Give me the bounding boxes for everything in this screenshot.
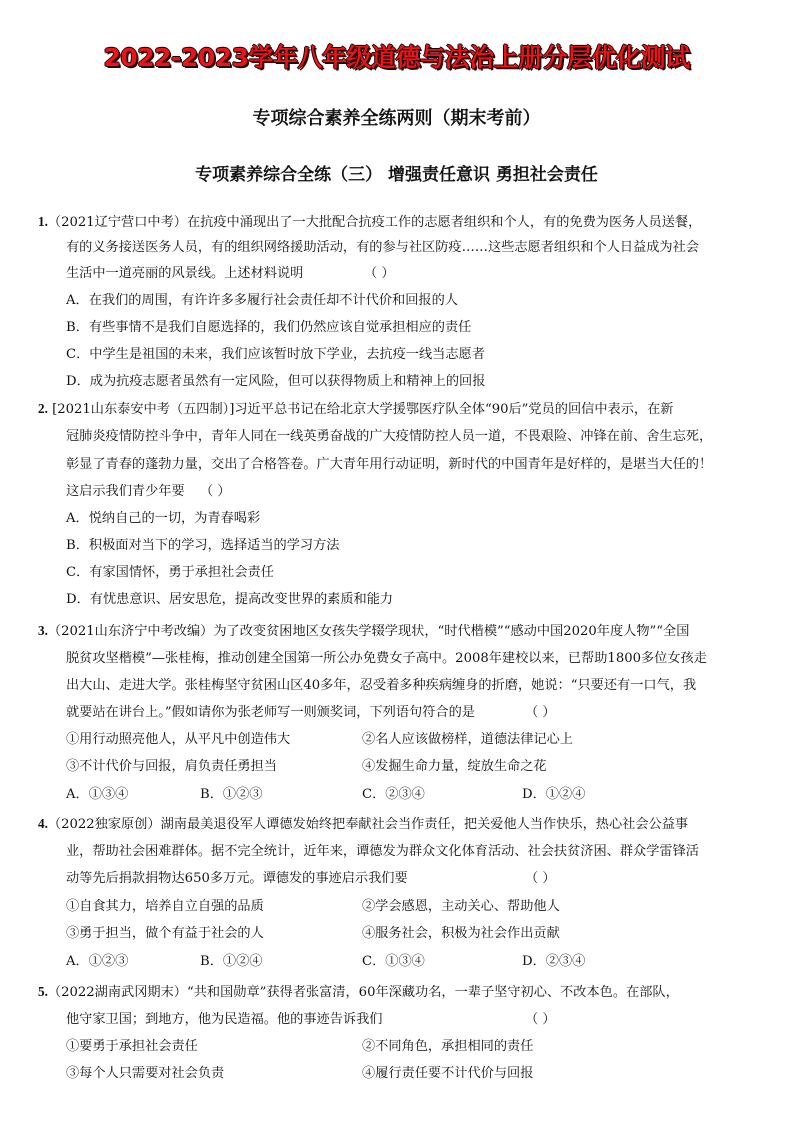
statement-3: ③勇于担当，做个有益于社会的人	[66, 926, 264, 941]
choice-a: A．①③④	[66, 787, 129, 802]
statement-4: ④服务社会，积极为社会作出贡献	[362, 926, 560, 941]
answer-blank: （ ）	[364, 266, 395, 281]
question-3-stem-line: 就要站在讲台上。”假如请你为张老师写一则颁奖词，下列语句符合的是	[66, 705, 475, 720]
question-4-stem-line: 动等先后捐款捐物达650多万元。谭德发的事迹启示我们要	[66, 871, 408, 886]
question-1-stem-line: 生活中一道亮丽的风景线。上述材料说明	[66, 266, 304, 281]
option-a: A．悦纳自己的一切，为青春喝彩	[66, 511, 261, 526]
statement-4: ④发掘生命力量，绽放生命之花	[362, 759, 547, 774]
question-5-stem-line: 他守家卫国；到地方，他为民造福。他的事迹告诉我们	[66, 1012, 383, 1027]
question-3-stem-line: 出大山、走进大学。张桂梅坚守贫困山区40多年，忍受着多种疾病缠身的折磨，她说：“只要还有一口气，我	[66, 678, 697, 693]
answer-blank: （ ）	[525, 705, 556, 720]
statement-1: ①用行动照亮他人，从平凡中创造伟大	[66, 732, 291, 747]
choice-c: C．①③④	[362, 954, 425, 969]
option-b: B．有些事情不是我们自愿选择的，我们仍然应该自觉承担相应的责任	[66, 320, 472, 335]
answer-blank: （ ）	[200, 484, 231, 499]
option-d: D．有忧患意识、居安思危，提高改变世界的素质和能力	[66, 592, 394, 607]
statement-2: ②名人应该做榜样，道德法律记心上	[362, 732, 573, 747]
option-b: B．积极面对当下的学习，选择适当的学习方法	[66, 538, 340, 553]
document-subtitle: 专项综合素养全练两则（期末考前）	[252, 108, 541, 129]
question-2-stem-line: 这启示我们青少年要	[66, 484, 185, 499]
statement-3: ③不计代价与回报，肩负责任勇担当	[66, 759, 277, 774]
question-number: 1.	[38, 214, 48, 229]
question-number: 4.	[38, 816, 48, 831]
statement-1: ①自食其力，培养自立自强的品质	[66, 899, 264, 914]
question-2-stem-line: 2. [2021山东泰安中考（五四制）]习近平总书记在给北京大学援鄂医疗队全体“90后”党员的回信中表示，在新	[38, 401, 674, 417]
question-3-stem-line: 3.（2021山东济宁中考改编）为了改变贫困地区女孩失学辍学现状，“时代楷模”“感动中国2020年度人物”“全国	[38, 623, 690, 639]
statement-1: ①要勇于承担社会责任	[66, 1039, 198, 1054]
document-title: 2022-2023学年八年级道德与法治上册分层优化测试	[103, 43, 690, 72]
choice-d: D．①②④	[522, 787, 586, 802]
choice-a: A．①②③	[66, 954, 129, 969]
question-1-stem-line: 有的义务接送医务人员，有的组织网络援助活动，有的参与社区防疫……这些志愿者组织和个人日益成为社会	[66, 240, 699, 255]
question-number: 2.	[38, 401, 48, 416]
question-2-stem-line: 冠肺炎疫情防控斗争中，青年人同在一线英勇奋战的广大疫情防控人员一道，不畏艰险、冲锋在前、舍生忘死，	[66, 429, 713, 444]
question-1-stem-line: 1.（2021辽宁营口中考）在抗疫中涌现出了一大批配合抗疫工作的志愿者组织和个人，有的免费为医务人员送餐，	[38, 214, 702, 230]
option-c: C．有家国情怀，勇于承担社会责任	[66, 565, 274, 580]
section-title: 专项素养综合全练（三） 增强责任意识 勇担社会责任	[195, 165, 598, 185]
option-d: D．成为抗疫志愿者虽然有一定风险，但可以获得物质上和精神上的回报	[66, 374, 486, 389]
statement-2: ②不同角色，承担相同的责任	[362, 1039, 534, 1054]
question-3-stem-line: 脱贫攻坚楷模”—张桂梅，推动创建全国第一所公办免费女子高中。2008年建校以来，已帮助1800多位女孩走	[66, 651, 707, 666]
answer-blank: （ ）	[525, 1012, 556, 1027]
choice-b: B．①②③	[200, 787, 263, 802]
choice-b: B．①②④	[200, 954, 263, 969]
question-2-stem-line: 彰显了青春的蓬勃力量，交出了合格答卷。广大青年用行动证明，新时代的中国青年是好样的，是堪当大任的！	[66, 457, 713, 472]
statement-4: ④履行责任要不计代价与回报	[362, 1066, 534, 1081]
question-4-stem-line: 4.（2022独家原创）湖南最美退役军人谭德发始终把奉献社会当作责任，把关爱他人当作快乐，热心社会公益事	[38, 816, 689, 832]
choice-d: D．②③④	[522, 954, 586, 969]
question-number: 3.	[38, 623, 48, 638]
question-4-stem-line: 业，帮助社会困难群体。据不完全统计，近年来，谭德发为群众文化体育活动、社会扶贫济困、群众学雷锋活	[66, 844, 699, 859]
option-a: A．在我们的周围，有许许多多履行社会责任却不计代价和回报的人	[66, 293, 458, 308]
question-5-stem-line: 5.（2022湖南武冈期末）“共和国勋章”获得者张富清，60年深藏功名，一辈子坚守初心、不改本色。在部队，	[38, 984, 679, 1000]
choice-c: C．②③④	[362, 787, 425, 802]
statement-3: ③每个人只需要对社会负责	[66, 1066, 225, 1081]
question-number: 5.	[38, 984, 48, 999]
answer-blank: （ ）	[525, 871, 556, 886]
statement-2: ②学会感恩，主动关心、帮助他人	[362, 899, 560, 914]
option-c: C．中学生是祖国的未来，我们应该暂时放下学业，去抗疫一线当志愿者	[66, 347, 485, 362]
